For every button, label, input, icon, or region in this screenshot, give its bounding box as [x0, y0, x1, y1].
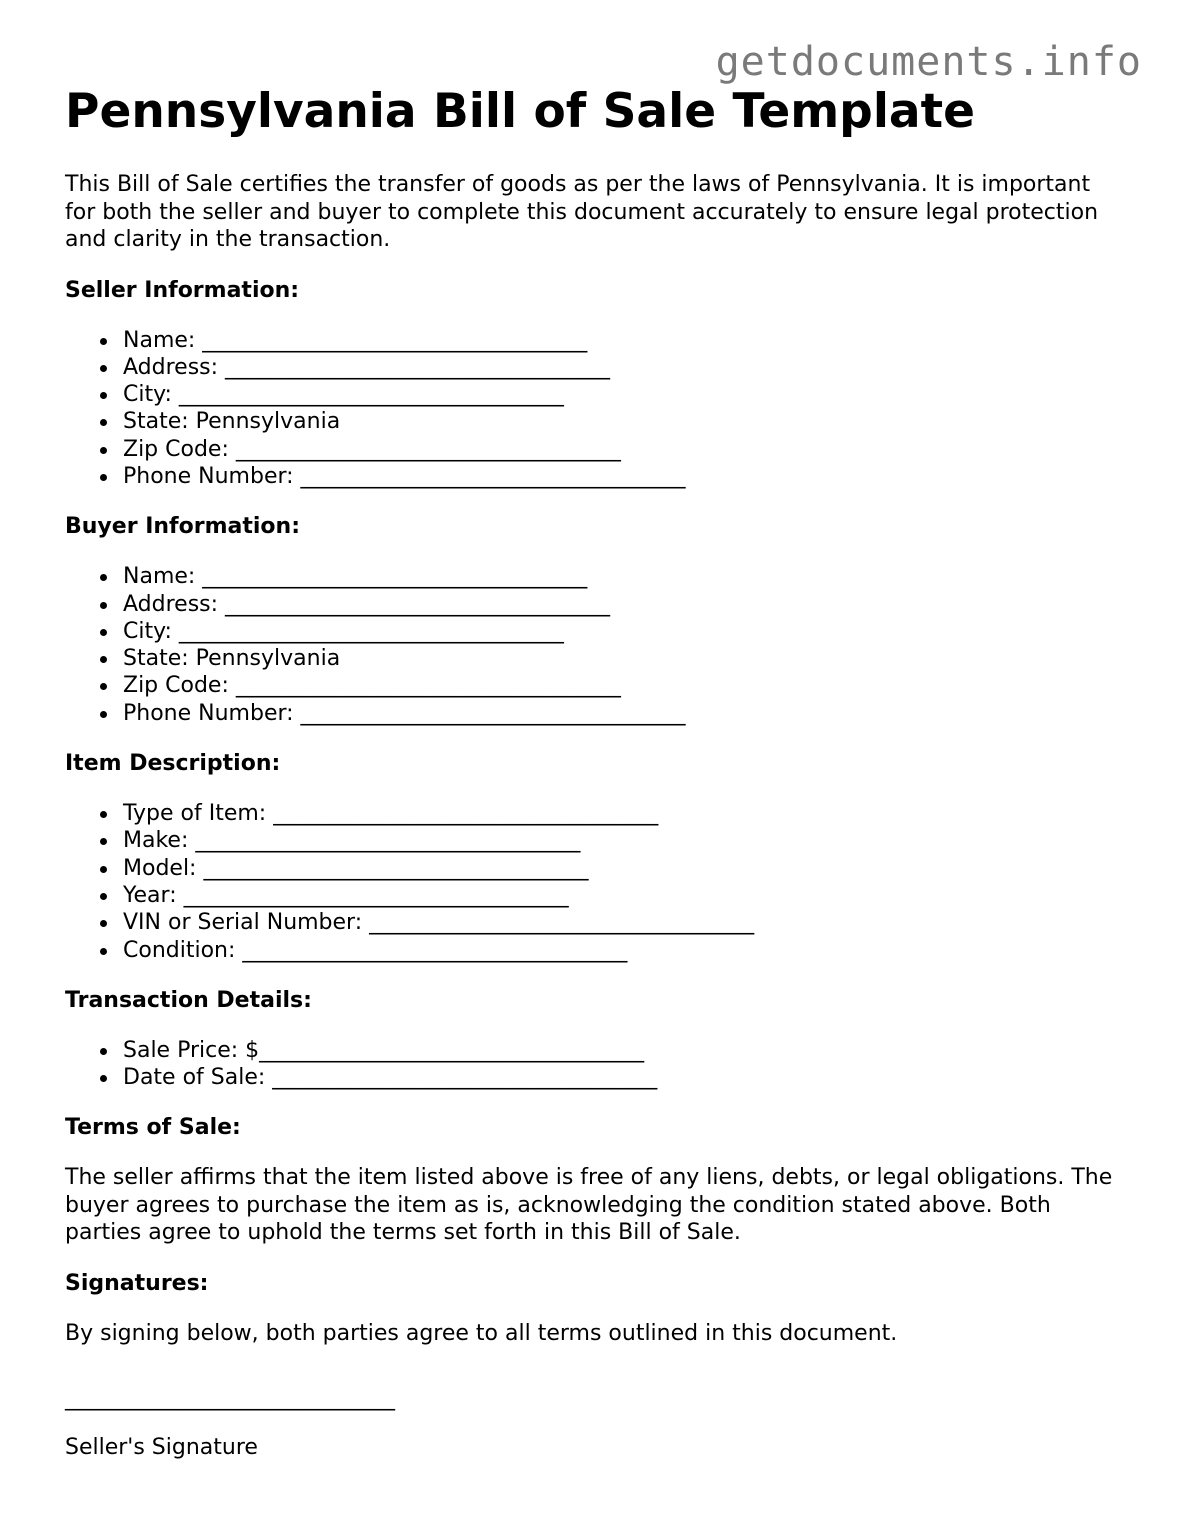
buyer-address-field: Address: ___________________________________ — [123, 591, 1125, 618]
signatures-paragraph: By signing below, both parties agree to all terms outlined in this document. — [65, 1320, 898, 1346]
item-year-field: Year: ___________________________________ — [123, 882, 1125, 909]
signatures-heading: Signatures: — [65, 1270, 209, 1296]
item-model-field: Model: ___________________________________ — [123, 855, 1125, 882]
buyer-list — [65, 563, 1125, 727]
terms-heading: Terms of Sale: — [65, 1115, 241, 1141]
seller-signature-label: Seller's Signature — [65, 1435, 258, 1461]
seller-signature-line: ______________________________ — [65, 1386, 395, 1412]
transaction-heading: Transaction Details: — [65, 987, 312, 1013]
buyer-state-field: State: Pennsylvania — [123, 645, 1125, 672]
buyer-name-field: Name: ___________________________________ — [123, 563, 1125, 590]
item-make-field: Make: ___________________________________ — [123, 827, 1125, 854]
item-type-field: Type of Item: ___________________________________ — [123, 800, 1125, 827]
buyer-city-field: City: ___________________________________ — [123, 618, 1125, 645]
seller-city-field: City: ___________________________________ — [123, 381, 1125, 408]
sale-date-field: Date of Sale: ___________________________________ — [123, 1064, 1125, 1091]
page-title: Pennsylvania Bill of Sale Template — [65, 84, 975, 139]
intro-paragraph: This Bill of Sale certifies the transfer of goods as per the laws of Pennsylvania. It is important for both the seller and buyer to complete this document accurately to ensure legal protection and clarity in the transaction. — [65, 172, 1099, 252]
item-condition-field: Condition: ___________________________________ — [123, 937, 1125, 964]
terms-paragraph: The seller affirms that the item listed above is free of any liens, debts, or legal obligations. The buyer agrees to purchase the item as is, acknowledging the condition stated above. Both parties agree to uphold the terms set forth in this Bill of Sale. — [65, 1165, 1113, 1246]
buyer-heading: Buyer Information: — [65, 514, 300, 540]
transaction-list — [65, 1037, 1125, 1092]
seller-address-field: Address: ___________________________________ — [123, 354, 1125, 381]
item-heading: Item Description: — [65, 751, 281, 777]
seller-list — [65, 327, 1125, 491]
watermark: getdocuments.info — [715, 39, 1142, 85]
item-vin-field: VIN or Serial Number: ___________________________________ — [123, 909, 1125, 936]
buyer-phone-field: Phone Number: ___________________________________ — [123, 700, 1125, 727]
item-list — [65, 800, 1125, 964]
sale-price-field: Sale Price: $___________________________________ — [123, 1037, 1125, 1064]
seller-phone-field: Phone Number: ___________________________________ — [123, 463, 1125, 490]
buyer-zip-field: Zip Code: ___________________________________ — [123, 672, 1125, 699]
seller-name-field: Name: ___________________________________ — [123, 327, 1125, 354]
document-page — [65, 84, 1125, 1461]
seller-state-field: State: Pennsylvania — [123, 408, 1125, 435]
seller-heading: Seller Information: — [65, 277, 300, 303]
seller-zip-field: Zip Code: ___________________________________ — [123, 436, 1125, 463]
